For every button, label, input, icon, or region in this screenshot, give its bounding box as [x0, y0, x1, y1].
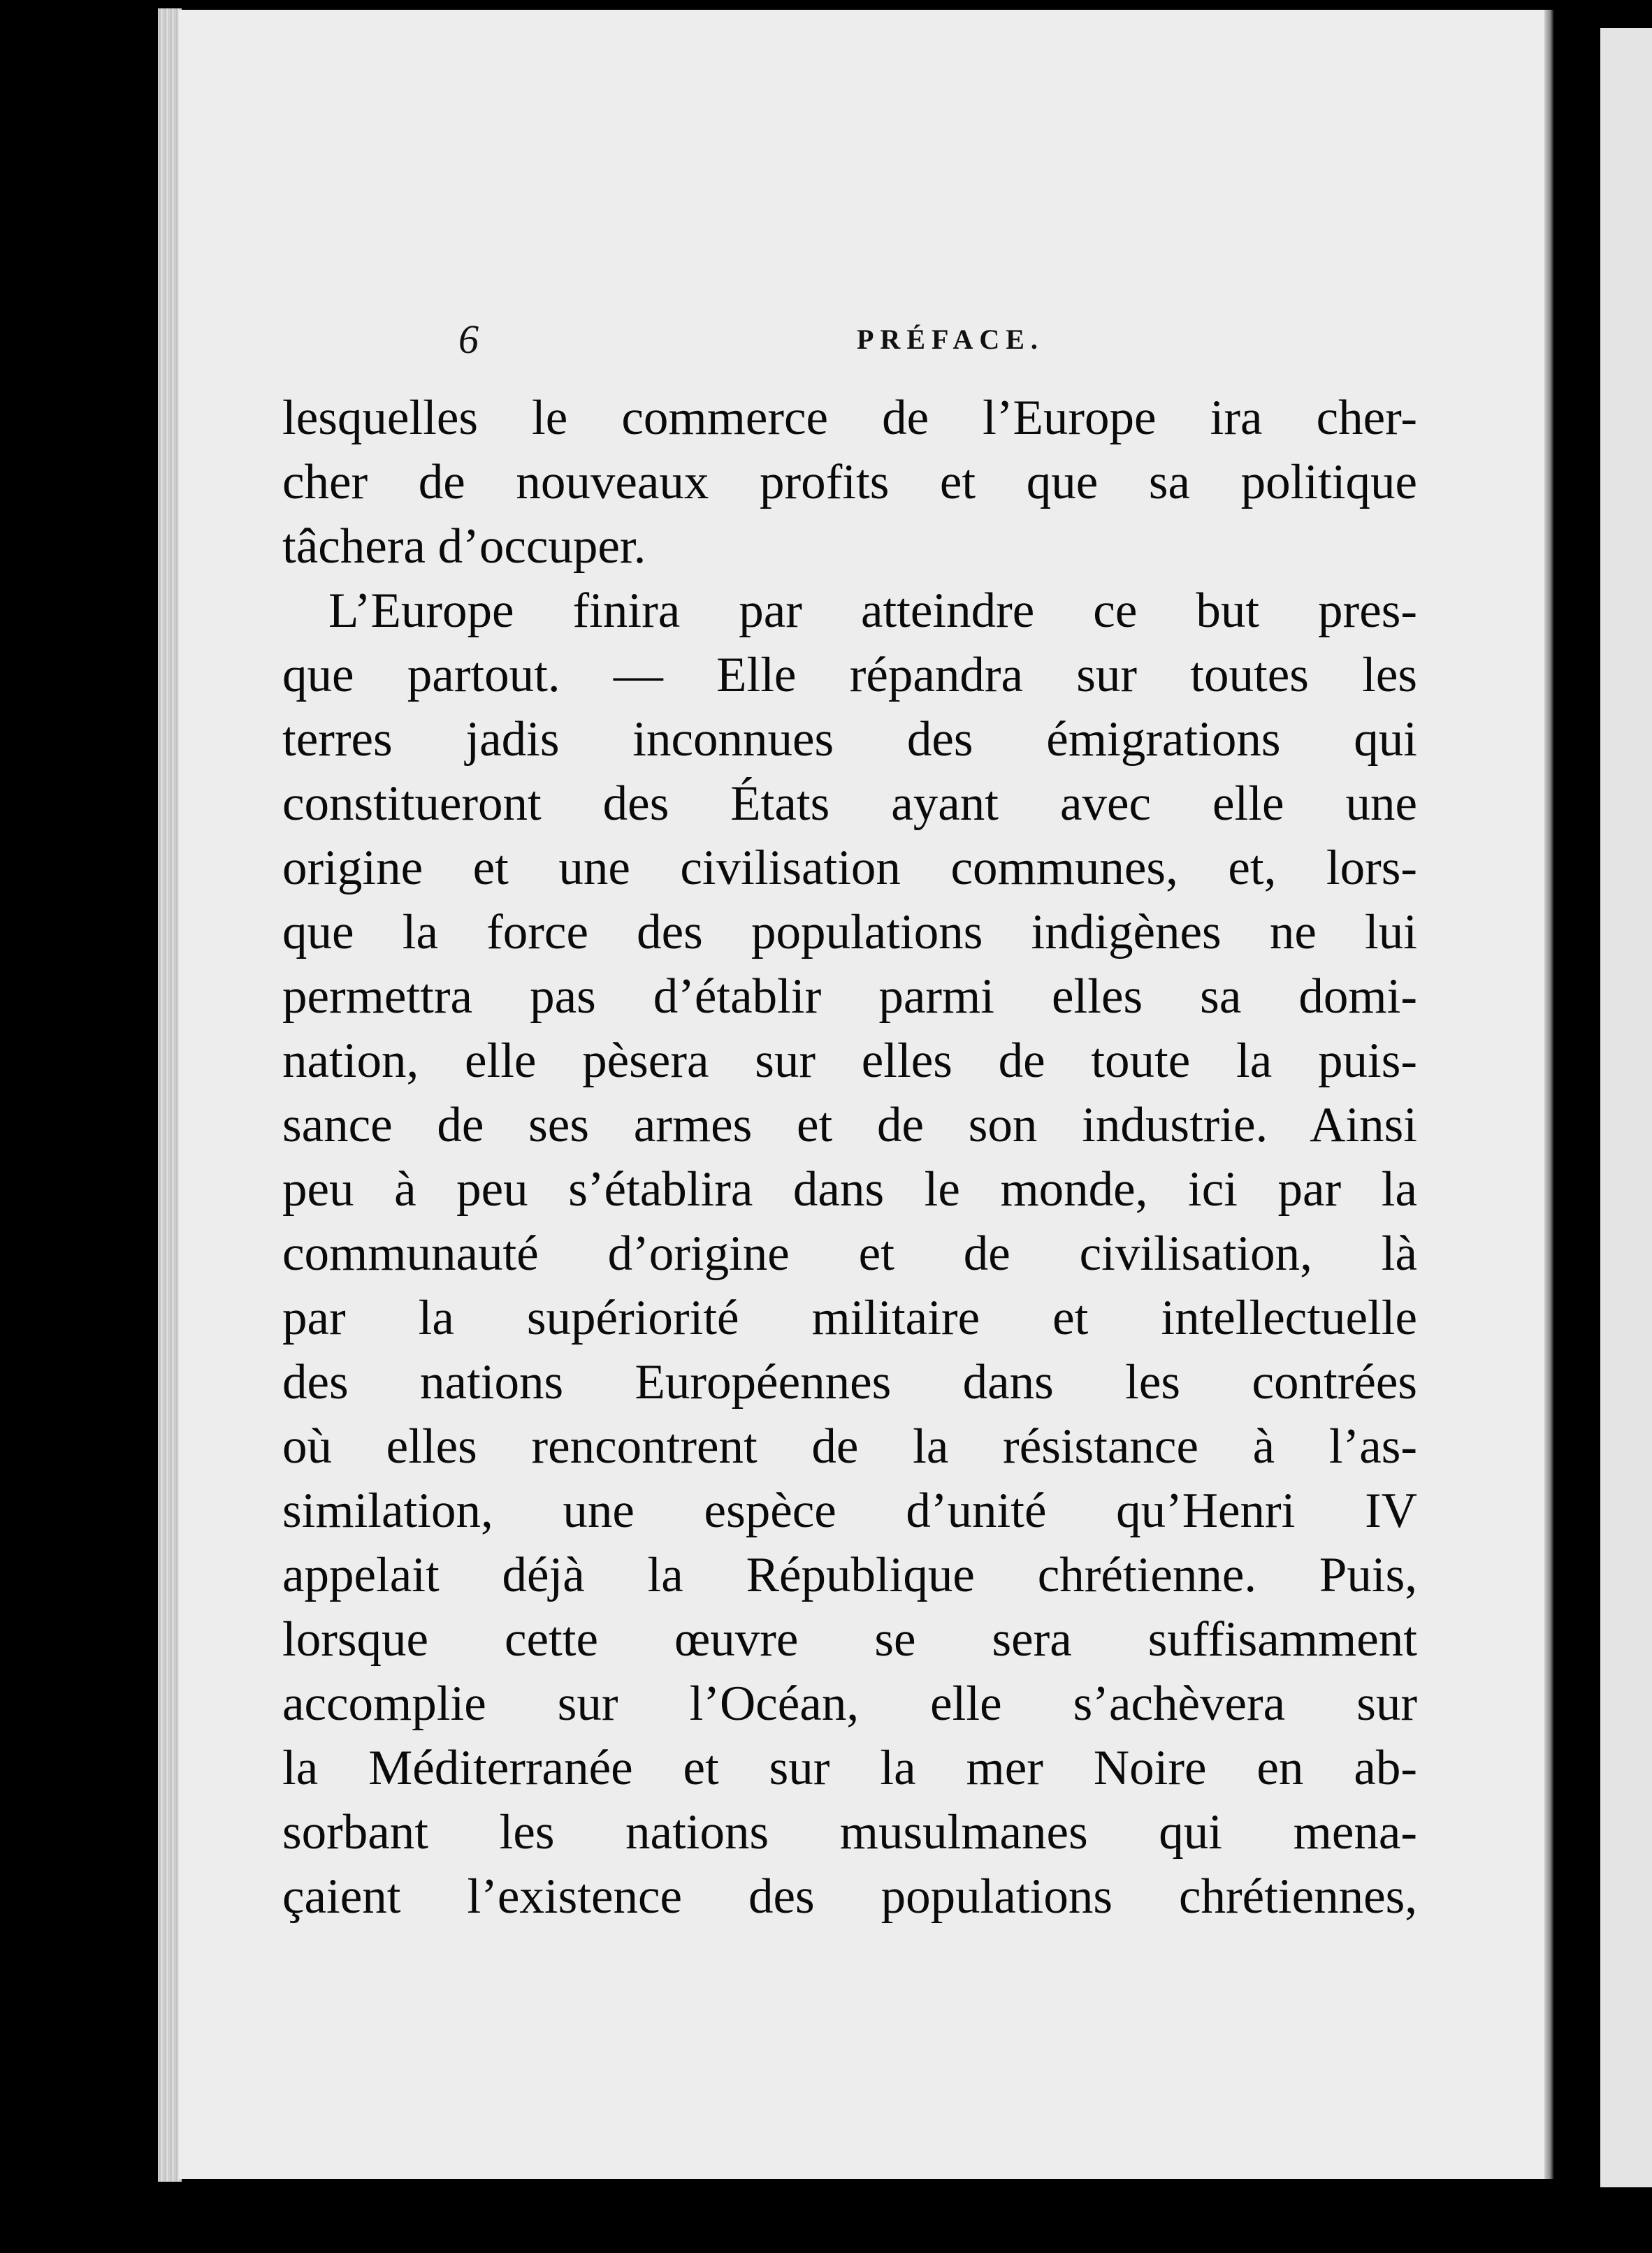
page-number: 6 [458, 317, 479, 362]
text-line: lorsque cette œuvre se sera suffisamment [282, 1612, 1417, 1667]
text-line: permettra pas d’établir parmi elles sa domi- [282, 969, 1417, 1024]
text-line: peu à peu s’établira dans le monde, ici par la [282, 1162, 1417, 1217]
text-line: L’Europe finira par atteindre ce but pres- [328, 584, 1417, 638]
page-header [179, 316, 1549, 365]
body-text [282, 386, 1417, 1929]
text-line: appelait déjà la République chrétienne. Puis, [282, 1548, 1417, 1602]
text-line: origine et une civilisation communes, et, lors- [282, 841, 1417, 895]
text-line: sorbant les nations musulmanes qui mena- [282, 1805, 1417, 1860]
text-line: où elles rencontrent de la résistance à l’as- [282, 1419, 1417, 1474]
text-line: que la force des populations indigènes ne lui [282, 905, 1417, 959]
text-line: la Méditerranée et sur la mer Noire en ab- [282, 1741, 1417, 1795]
text-line: tâchera d’occuper. [282, 519, 646, 574]
gutter-shadow [1557, 14, 1600, 2250]
text-line: par la supériorité militaire et intellectuelle [282, 1291, 1417, 1345]
text-line: similation, une espèce d’unité qu’Henri IV [282, 1484, 1417, 1538]
text-line: constitueront des États ayant avec elle une [282, 776, 1417, 831]
text-line: communauté d’origine et de civilisation, là [282, 1226, 1417, 1281]
text-line: terres jadis inconnues des émigrations qui [282, 712, 1417, 767]
text-line: que partout. — Elle répandra sur toutes les [282, 648, 1417, 702]
page-stack-edge [158, 8, 182, 2182]
text-line: accomplie sur l’Océan, elle s’achèvera sur [282, 1676, 1417, 1731]
text-line: nation, elle pèsera sur elles de toute la puis- [282, 1034, 1417, 1088]
text-line: lesquelles le commerce de l’Europe ira cher- [282, 391, 1417, 445]
text-line: çaient l’existence des populations chrétiennes, [282, 1869, 1417, 1924]
next-page-sliver [1600, 28, 1652, 2187]
running-head: PRÉFACE. [857, 324, 1044, 355]
text-line: sance de ses armes et de son industrie. Ainsi [282, 1098, 1417, 1152]
text-line: des nations Européennes dans les contrées [282, 1355, 1417, 1410]
text-line: cher de nouveaux profits et que sa politique [282, 455, 1417, 509]
